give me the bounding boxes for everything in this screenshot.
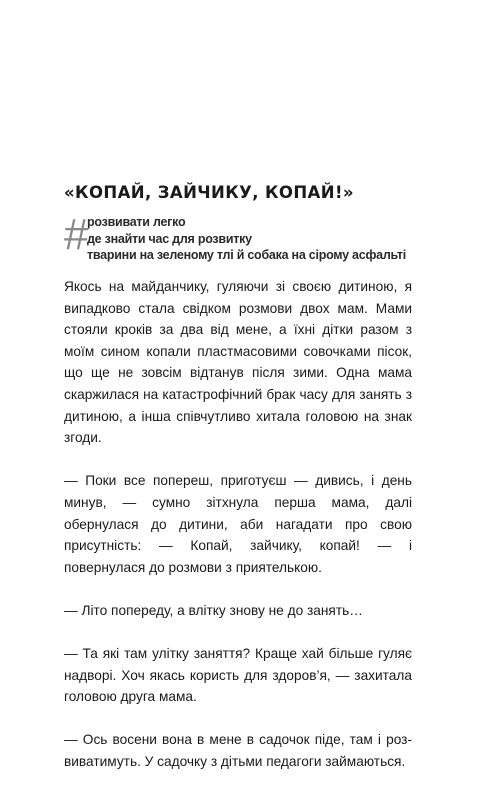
tag-list [87,214,406,264]
paragraph: — Ось восени вона в мене в садочок піде, там і розвиватимуть. У садочку з дітьми педагоги займаються. [64,732,412,770]
body-text [64,276,412,794]
hashtag-icon: # [64,210,89,259]
paragraph: — Літо попереду, а влітку знову не до занять… [64,602,363,618]
hashtag-block [64,210,424,266]
paragraph: Якось на майданчику, гуляючи зі своєю дитиною, я випадково стала свідком розмови двох мам. Мами стояли кроків за два від мене, а їхні дітки разом з моїм сином копали пластмасовими совочками пісок, що ще не зовсім відтанув після зими. Одна мама скаржилася на катастрофічний брак часу для занять з дитиною, а інша співчутливо хитала головою на знак згоди. [64,279,412,446]
tag-item: розвивати легко [87,215,186,229]
chapter-title: «КОПАЙ, ЗАЙЧИКУ, КОПАЙ!» [64,183,354,202]
paragraph: — Поки все попереш, приготуєш — дивись, і день минув, — сумно зітхнула перша мама, далі обернулася до дитини, аби нагадати про свою присутність: — Копай, зайчику, копай! — і повернулася до розмови з приятелькою. [64,473,412,575]
tag-item: тварини на зеленому тлі й собака на сірому асфальті [87,248,406,262]
paragraph: — Та які там улітку заняття? Краще хай більше гуляє надворі. Хоч якась користь для здоров’я, — захитала головою друга мама. [64,646,412,705]
tag-item: де знайти час для розвитку [87,231,252,246]
